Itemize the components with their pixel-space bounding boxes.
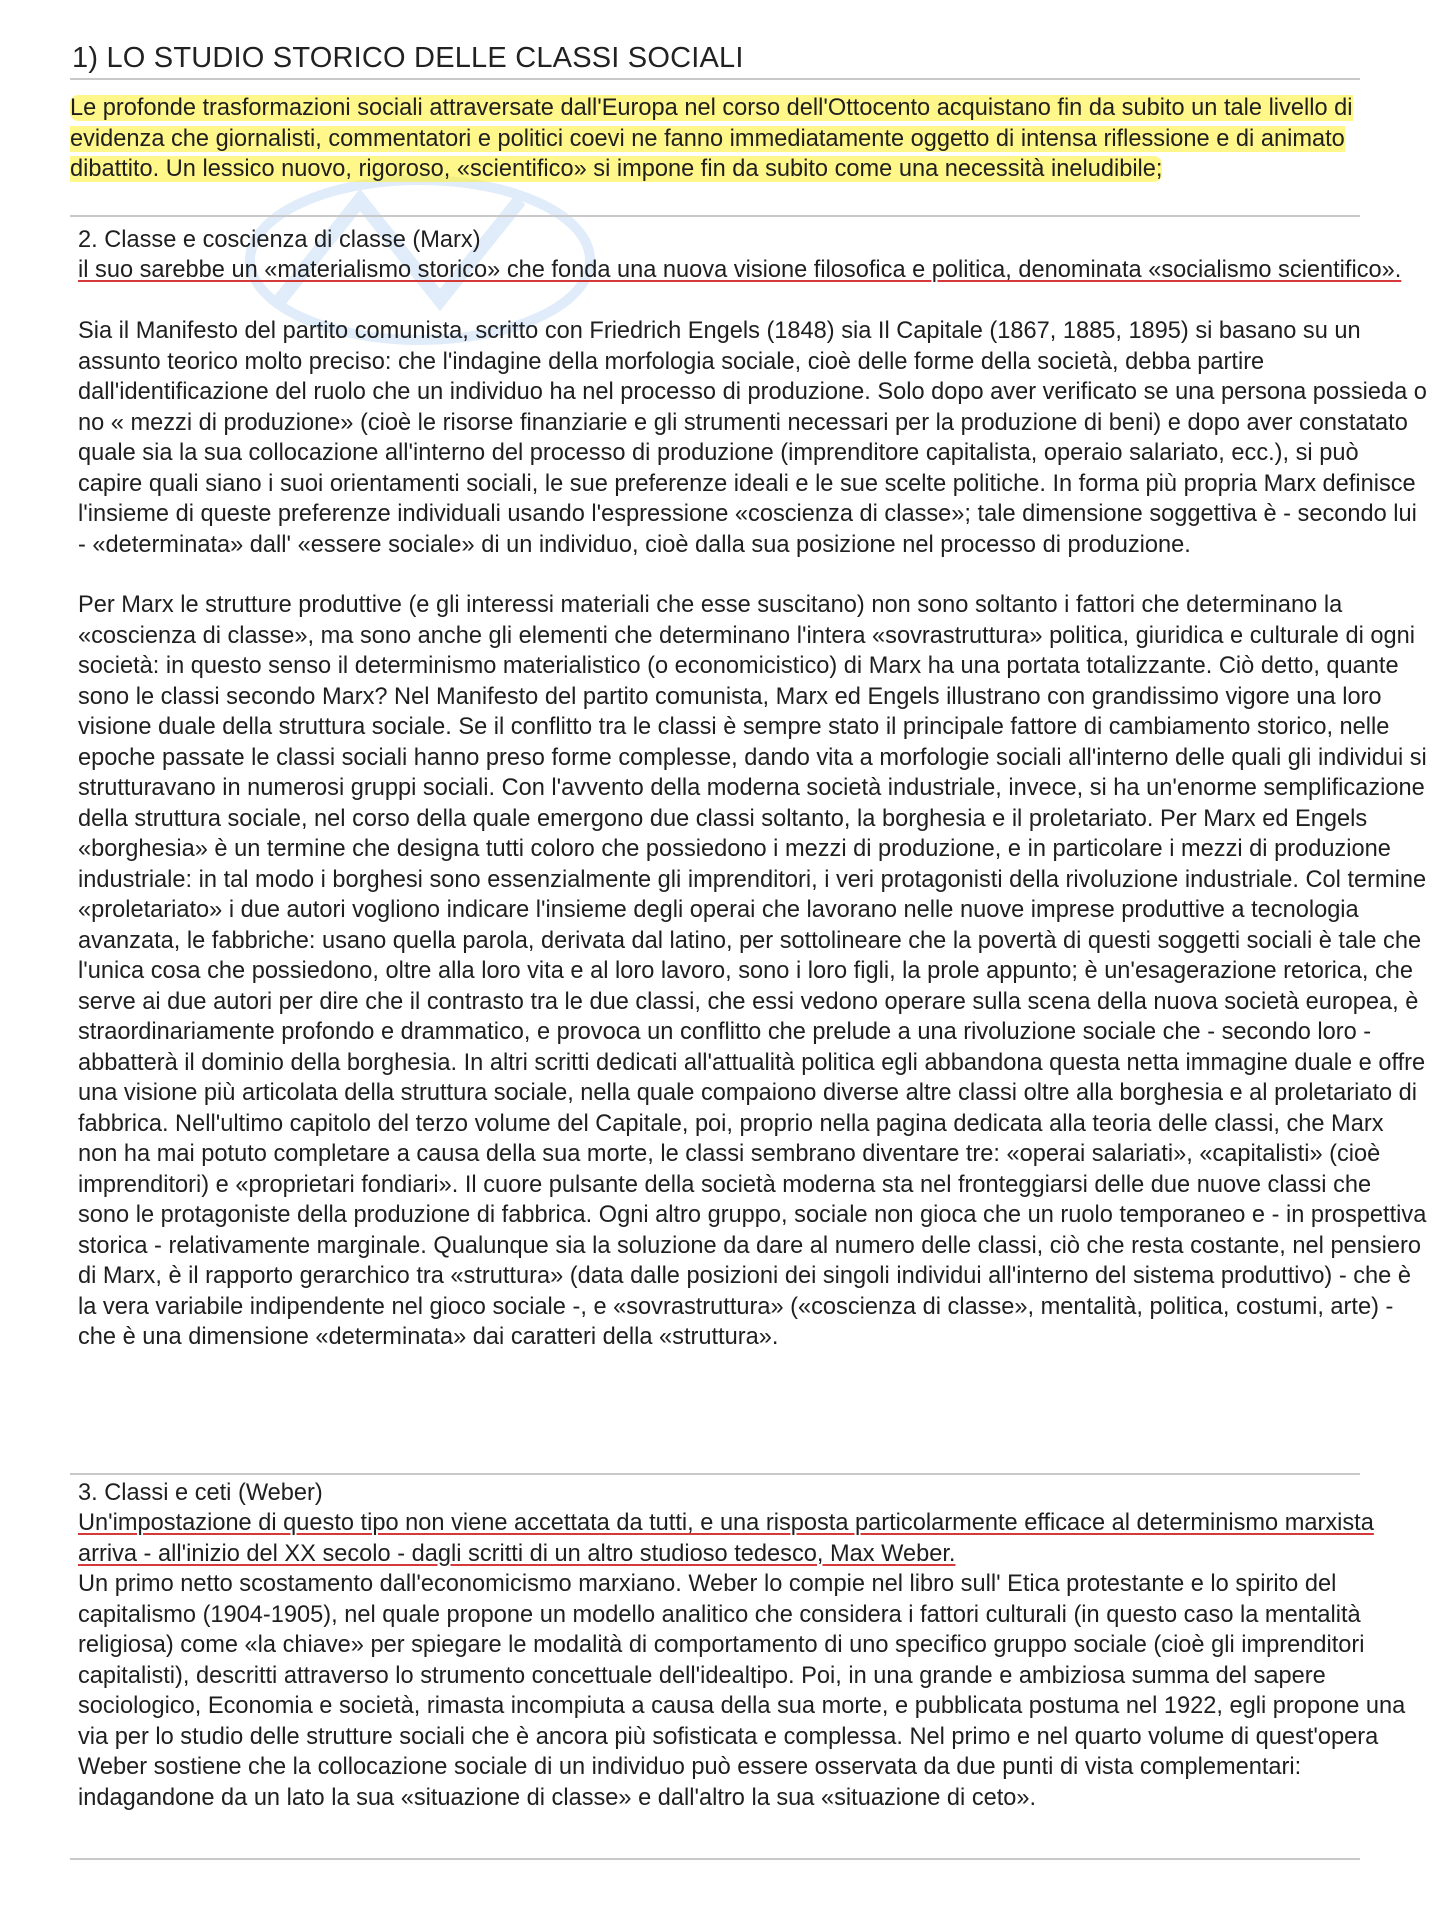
divider <box>70 78 1360 80</box>
section-heading-weber: 3. Classi e ceti (Weber) <box>78 1480 323 1506</box>
marx-paragraph-1: il suo sarebbe un «materialismo storico» che fonda una nuova visione filosofica e politica, denominata «socialismo scientifico». <box>78 257 1402 283</box>
divider <box>70 1473 1360 1475</box>
intro-paragraph: Le profonde trasformazioni sociali attraversate dall'Europa nel corso dell'Ottocento acquistano fin da subito un tale livello di evidenza che giornalisti, commentatori e politici coevi ne fanno immediatamente oggetto di intensa riflessione e di animato dibattito. Un lessico nuovo, rigoroso, «scientifico» si impone fin da subito come una necessità ineludibile; <box>70 95 1353 182</box>
weber-paragraph-2: Un primo netto scostamento dall'economicismo marxiano. Weber lo compie nel libro sull' Etica protestante e lo spirito del capitalismo (1904-1905), nel quale propone un modello analitico che considera i fattori culturali (in questo caso la mentalità religiosa) come «la chiave» per spiegare le modalità di comportamento di uno specifico gruppo sociale (cioè gli imprenditori capitalisti), descritti attraverso lo strumento concettuale dell'idealtipo. Poi, in una grande e ambiziosa summa del sapere sociologico, Economia e società, rimasta incompiuta a causa della sua morte, e pubblicata postuma nel 1922, egli propone una via per lo studio delle strutture sociali che è ancora più sofisticata e complessa. Nel primo e nel quarto volume di quest'opera Weber sostiene che la collocazione sociale di un individuo può essere osservata da due punti di vista complementari: indagandone da un lato la sua «situazione di classe» e dall'altro la sua «situazione di ceto». <box>78 1571 1406 1811</box>
section-heading-marx: 2. Classe e coscienza di classe (Marx) <box>78 227 481 253</box>
weber-paragraph-1: Un'impostazione di questo tipo non viene accettata da tutti, e una risposta particolarmente efficace al determinismo marxista arriva - all'inizio del XX secolo - dagli scritti di un altro studioso tedesco, Max Weber. <box>78 1510 1374 1567</box>
page-title: 1) LO STUDIO STORICO DELLE CLASSI SOCIALI <box>72 42 744 74</box>
divider <box>70 215 1360 217</box>
marx-paragraph-2: Sia il Manifesto del partito comunista, scritto con Friedrich Engels (1848) sia Il Capitale (1867, 1885, 1895) si basano su un assunto teorico molto preciso: che l'indagine della morfologia sociale, cioè delle forme della società, debba partire dall'identificazione del ruolo che un individuo ha nel processo di produzione. Solo dopo aver verificato se una persona possieda o no « mezzi di produzione» (cioè le risorse finanziarie e gli strumenti necessari per la produzione di beni) e dopo aver constatato quale sia la sua collocazione all'interno del processo di produzione (imprenditore capitalista, operaio salariato, ecc.), si può capire quali siano i suoi orientamenti sociali, le sue preferenze ideali e le sue scelte politiche. In forma più propria Marx definisce l'insieme di queste preferenze individuali usando l'espressione «coscienza di classe»; tale dimensione soggettiva è - secondo lui - «determinata» dall' «essere sociale» di un individuo, cioè dalla sua posizione nel processo di produzione. <box>78 318 1427 558</box>
marx-paragraph-3: Per Marx le strutture produttive (e gli interessi materiali che esse suscitano) non sono soltanto i fattori che determinano la «coscienza di classe», ma sono anche gli elementi che determinano l'intera «sovrastruttura» politica, giuridica e culturale di ogni società: in questo senso il determinismo materialistico (o economicistico) di Marx ha una portata totalizzante. Ciò detto, quante sono le classi secondo Marx? Nel Manifesto del partito comunista, Marx ed Engels illustrano con grandissimo vigore una loro visione duale della struttura sociale. Se il conflitto tra le classi è sempre stato il principale fattore di cambiamento storico, nelle epoche passate le classi sociali hanno preso forme complesse, dando vita a morfologie sociali all'interno delle quali gli individui si strutturavano in numerosi gruppi sociali. Con l'avvento della moderna società industriale, invece, si ha un'enorme semplificazione della struttura sociale, nel corso della quale emergono due classi soltanto, la borghesia e il proletariato. Per Marx ed Engels «borghesia» è un termine che designa tutti coloro che possiedono i mezzi di produzione, e in particolare i mezzi di produzione industriale: in tal modo i borghesi sono essenzialmente gli imprenditori, i veri protagonisti della rivoluzione industriale. Col termine «proletariato» i due autori vogliono indicare l'insieme degli operai che lavorano nelle nuove imprese produttive a tecnologia avanzata, le fabbriche: usano quella parola, derivata dal latino, per sottolineare che la povertà di questi soggetti sociali è tale che l'unica cosa che possiedono, oltre alla loro vita e al loro lavoro, sono i loro figli, la prole appunto; è un'esagerazione retorica, che serve ai due autori per dire che il contrasto tra le due classi, che essi vedono operare sulla scena della nuova società europea, è straordinariamente profondo e drammatico, e provoca un conflitto che prelude a una rivoluzione sociale che - secondo loro - abbatterà il dominio della borghesia. In altri scritti dedicati all'attualità politica egli abbandona questa netta immagine duale e offre una visione più articolata della struttura sociale, nella quale compaiono diverse altre classi oltre alla borghesia e al proletariato di fabbrica. Nell'ultimo capitolo del terzo volume del Capitale, poi, proprio nella pagina dedicata alla teoria delle classi, che Marx non ha mai potuto completare a causa della sua morte, le classi sembrano diventare tre: «operai salariati», «capitalisti» (cioè imprenditori) e «proprietari fondiari». Il cuore pulsante della società moderna sta nel fronteggiarsi delle due nuove classi che sono le protagoniste della produzione di fabbrica. Ogni altro gruppo, sociale non gioca che un ruolo temporaneo e - in prospettiva storica - relativamente marginale. Qualunque sia la soluzione da dare al numero delle classi, ciò che resta costante, nel pensiero di Marx, è il rapporto gerarchico tra «struttura» (data dalle posizioni dei singoli individui all'interno del sistema produttivo) - che è la vera variabile indipendente nel gioco sociale -, e «sovrastruttura» («coscienza di classe», mentalità, politica, costumi, arte) - che è una dimensione «determinata» dai caratteri della «struttura». <box>78 592 1427 1350</box>
divider <box>70 1858 1360 1860</box>
